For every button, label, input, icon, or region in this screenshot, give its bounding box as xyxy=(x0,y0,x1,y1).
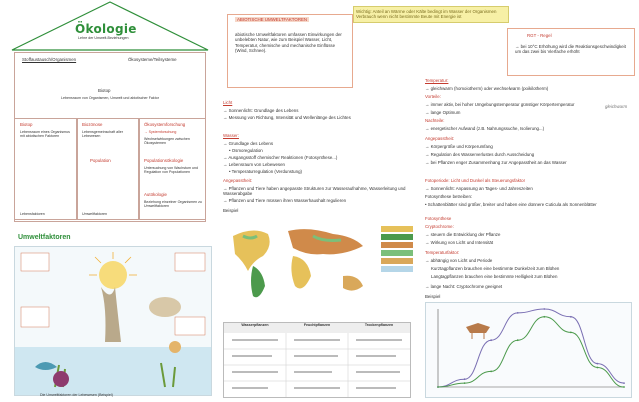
ecosystem-illustration xyxy=(15,247,211,395)
wasser-4: → Lebensraum von Lebewesen xyxy=(223,162,285,167)
wasser-5: • Temperaturregulation (Verdunstung) xyxy=(229,169,302,174)
chart-point-s1-6 xyxy=(570,316,572,318)
col1-head: Biotop xyxy=(20,122,33,127)
chart-point-s2-2 xyxy=(464,382,466,384)
rgt-title: RGT - Regel xyxy=(527,33,552,38)
chart-point-s1-4 xyxy=(517,312,519,314)
chart-point-s1-2 xyxy=(464,378,466,380)
fox-figure xyxy=(466,323,490,339)
temp-3: → lange Optimum xyxy=(425,110,461,115)
angepasstheit-right-head: Angepasstheit: xyxy=(425,136,455,141)
temp-2: → immer aktiv, bei hoher Umgebungstemperatur günstiger Körpertemperatur xyxy=(425,102,575,107)
wichtig-note: Wichtig: Anteil an Wärme oder Kälte bedingt im Wasser der Organismen Verbrauch wenn nicht bestimmte Beute mit Energie ist xyxy=(353,6,509,23)
page-subtitle: Lehre der Umwelt-Beziehungen xyxy=(78,36,129,40)
gleichwarm-note: gleichwarm xyxy=(605,104,628,109)
angepasstheit-1: → Pflanzen und Tiere haben angepasste Strukturen zur Wasseraufnahme, Wasserleitung und Wasserabgabe xyxy=(223,186,406,197)
chart-series-line-1 xyxy=(438,309,624,387)
chart-point-s2-5 xyxy=(543,316,545,318)
licht-head: Licht xyxy=(223,100,233,105)
temp-7: → bei Pflanzen enger Zusammenhang zur Angepasstheit an das Wasser xyxy=(425,160,567,165)
illustration-caption: Die Umweltfaktoren der Lebewesen (Beispiel) xyxy=(40,393,113,397)
foto-3: • Schattenblätter sind größer, breiter und haben eine dünnere Cuticula als Sonnenblätter xyxy=(425,202,597,207)
nachteile-head: Nachteile: xyxy=(425,118,445,123)
crypto-2: → Wirkung von Licht und Intensität xyxy=(425,240,494,245)
wasser-3: → Ausgangsstoff chemischer Reaktionen (Fotosynthese...) xyxy=(223,155,338,160)
grid-col-sep2 xyxy=(138,118,140,220)
col1-text: Lebensraum eines Organismus mit abiotischen Faktoren xyxy=(20,130,70,139)
wasser-1: → Grundlage des Lebens xyxy=(223,141,274,146)
foto-1: → Sonnenlicht: Anpassung an Tages- und Jahreszeiten xyxy=(425,186,533,191)
col3-text: Wechselwirkungen zwischen Ökosystemen xyxy=(144,137,190,146)
center-box-title: Biotop xyxy=(98,88,111,93)
abiotisch-title: ABIOTISCHE UMWELTFAKTOREN xyxy=(237,17,308,22)
tf-3: Langtagpflanzen brauchen eine bestimmte Helligkeit zum Blühen xyxy=(431,274,558,279)
chart-point-s2-6 xyxy=(570,332,572,334)
col3-sub: → Systemforschung xyxy=(144,130,177,134)
chart-svg xyxy=(426,303,631,397)
temp-4: → energetischer Aufwand (z.B. Nahrungssuche, Isolierung...) xyxy=(425,126,545,131)
table-header-1: Wasserpflanzen xyxy=(241,323,269,327)
row3-right-text: Beziehung einzelner Organismen zu Umweltfaktoren xyxy=(144,200,202,209)
crypto-head: Cryptochrome: xyxy=(425,224,454,229)
col2-text: Lebensgemeinschaft aller Lebewesen xyxy=(82,130,123,139)
row2-right: Populationsökologie xyxy=(144,158,184,163)
angepasstheit-2: → Pflanzen und Tiere müssen ihren Wasserhaushalt regulieren xyxy=(223,198,347,203)
table-header-3: Trockenpflanzen xyxy=(364,323,394,327)
wasser-head: Wasser: xyxy=(223,133,239,138)
plant-table xyxy=(223,322,411,398)
world-map-svg xyxy=(223,216,378,311)
row2-right-text: Untersuchung von Wachstum und Regulation von Populationen xyxy=(144,166,199,175)
foto-2: Fotosynthese betreiben: xyxy=(425,194,473,199)
foto-4: Fotosynthese xyxy=(425,216,452,221)
licht-2: → Messung von Richtung, Intensität und Wellenlänge des Lichtes xyxy=(223,115,351,120)
middle-column xyxy=(215,0,415,400)
tf-1: → abhängig von Licht und Periode xyxy=(425,258,493,263)
table-header-2: Feuchtpflanzen xyxy=(303,323,331,327)
temperature-chart xyxy=(425,302,632,398)
chart-point-s2-3 xyxy=(490,371,492,373)
rgt-text: → bei 10°C Erhöhung wird die Reaktionsgeschwindigkeit um das zwei bis Vierfache erhöht xyxy=(515,44,626,55)
foto-head: Fotoperiode: Licht und Dunkel als Steuerungsfaktor xyxy=(425,178,526,183)
world-map xyxy=(223,216,378,311)
def-right: Ökosysteme/Teilsysteme xyxy=(128,57,177,62)
chart-point-s1-3 xyxy=(490,339,492,341)
row3-right: Autökologie xyxy=(144,192,167,197)
chart-point-s1-7 xyxy=(597,363,599,365)
chart-point-s2-8 xyxy=(623,386,625,388)
abiotisch-text: abiotische Umweltfaktoren umfassen Einwirkungen der unbelebten Natur, wie zum Beispiel Wasser, Licht, Temperatur, chemische und mechanische Einflüsse (Wind, Schnee). xyxy=(235,32,342,54)
umwelt-title: Umweltfaktoren xyxy=(18,234,71,241)
chart-point-s1-5 xyxy=(543,308,545,310)
row2-mid: Population xyxy=(90,158,111,163)
tf-4: → lange Nacht: Cryptochrome geeignet xyxy=(425,284,503,289)
crypto-1: → steuern die Entwicklung der Pflanze xyxy=(425,232,501,237)
chart-series-line-2 xyxy=(438,317,624,387)
tf-2: Kurztagpflanzen brauchen eine bestimmte Dunkelzeit zum Blühen xyxy=(431,266,560,271)
row3-left: Lebensfaktoren xyxy=(20,212,45,216)
temp-head: Temperatur: xyxy=(425,78,449,83)
wasser-2: • Osmoregulation xyxy=(229,148,263,153)
def-left: Stoffaustausch/Organismen xyxy=(22,57,77,62)
chart-point-s2-7 xyxy=(597,367,599,369)
left-column xyxy=(0,0,215,400)
beispiel-right: Beispiel xyxy=(425,294,441,299)
chart-point-s1-8 xyxy=(623,382,625,384)
chart-point-s2-1 xyxy=(437,386,439,388)
map-legend xyxy=(381,226,413,304)
beispiel-label: Beispiel xyxy=(223,208,239,213)
page-title: Ökologie xyxy=(75,22,137,36)
temp-6: → Regulation des Wasserverlustes durch Ausscheidung xyxy=(425,152,535,157)
umwelt-illustration xyxy=(14,246,212,396)
col2-head: Biozönose xyxy=(82,122,103,127)
center-box-text: Lebensraum von Organismen, Umwelt und abiotischer Faktor xyxy=(61,96,159,100)
col3-head: Ökosystemforschung xyxy=(144,122,186,127)
licht-1: → Sonnenlicht: Grundlage des Lebens xyxy=(223,108,299,113)
tempfaktor-head: Temperaturfaktor: xyxy=(425,250,460,255)
angepasstheit-head: Angepasstheit: xyxy=(223,178,253,183)
vorteile-head: Vorteile: xyxy=(425,94,441,99)
grid-col-sep1 xyxy=(76,118,78,220)
row3-mid: Umweltfaktoren xyxy=(82,212,107,216)
temp-1: → gleichwarm (homoiotherm) oder wechselwarm (poikilotherm) xyxy=(425,86,549,91)
chart-point-s2-4 xyxy=(517,339,519,341)
table-grid xyxy=(224,333,410,397)
temp-5: → Körpergröße und Körperumfang xyxy=(425,144,493,149)
